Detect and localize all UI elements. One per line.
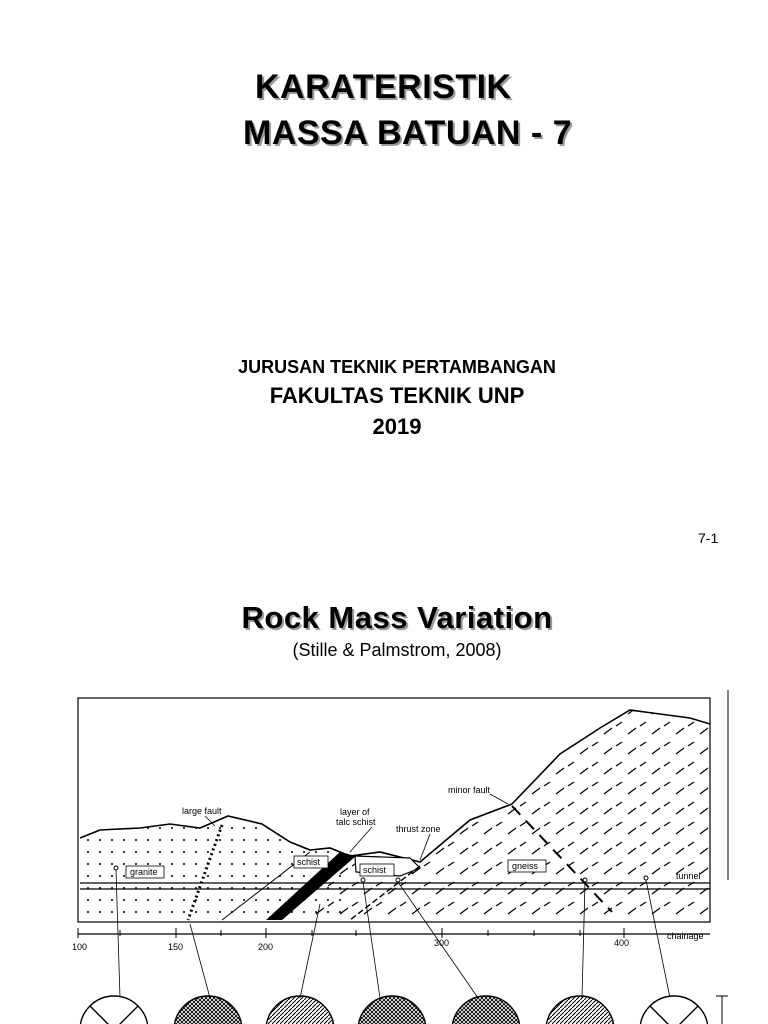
label-layer-of: layer of	[340, 807, 370, 817]
label-gneiss: gneiss	[512, 861, 539, 871]
label-thrust-zone: thrust zone	[396, 824, 441, 834]
tick-400: 400	[614, 938, 630, 948]
label-tunnel: tunnel	[676, 871, 701, 881]
sample-circle-fault	[174, 996, 242, 1024]
page-number: 7-1	[698, 530, 719, 546]
granite-zone	[80, 816, 350, 922]
sample-circle-talc	[358, 996, 426, 1024]
department-name: JURUSAN TEKNIK PERTAMBANGAN	[238, 357, 556, 377]
sample-circle-thrust	[452, 996, 520, 1024]
sample-circle-schist	[266, 996, 334, 1024]
citation: (Stille & Palmstrom, 2008)	[292, 640, 502, 660]
title-line-1: KARATERISTIK	[255, 68, 512, 106]
slide-title-rock-mass-variation: Rock Mass Variation	[241, 600, 553, 635]
sample-circle-granite	[80, 996, 148, 1024]
title-line-2: MASSA BATUAN - 7	[243, 114, 573, 152]
tick-150: 150	[168, 942, 184, 952]
tick-200: 200	[258, 942, 274, 952]
faculty-name: FAKULTAS TEKNIK UNP	[269, 383, 525, 408]
rock-mass-cross-section-diagram	[0, 680, 768, 1024]
label-chainage: chainage	[667, 931, 704, 941]
sample-circle-gneiss	[546, 996, 614, 1024]
label-minor-fault: minor fault	[448, 785, 491, 795]
year: 2019	[372, 414, 422, 439]
tick-300: 300	[434, 938, 450, 948]
label-schist-lower: schist	[363, 865, 387, 875]
label-large-fault: large fault	[182, 806, 222, 816]
label-talc-schist: talc schist	[336, 817, 376, 827]
tick-100: 100	[72, 942, 88, 952]
label-schist-upper: schist	[297, 857, 321, 867]
label-granite: granite	[130, 867, 158, 877]
sample-circle-tunnel	[640, 996, 708, 1024]
